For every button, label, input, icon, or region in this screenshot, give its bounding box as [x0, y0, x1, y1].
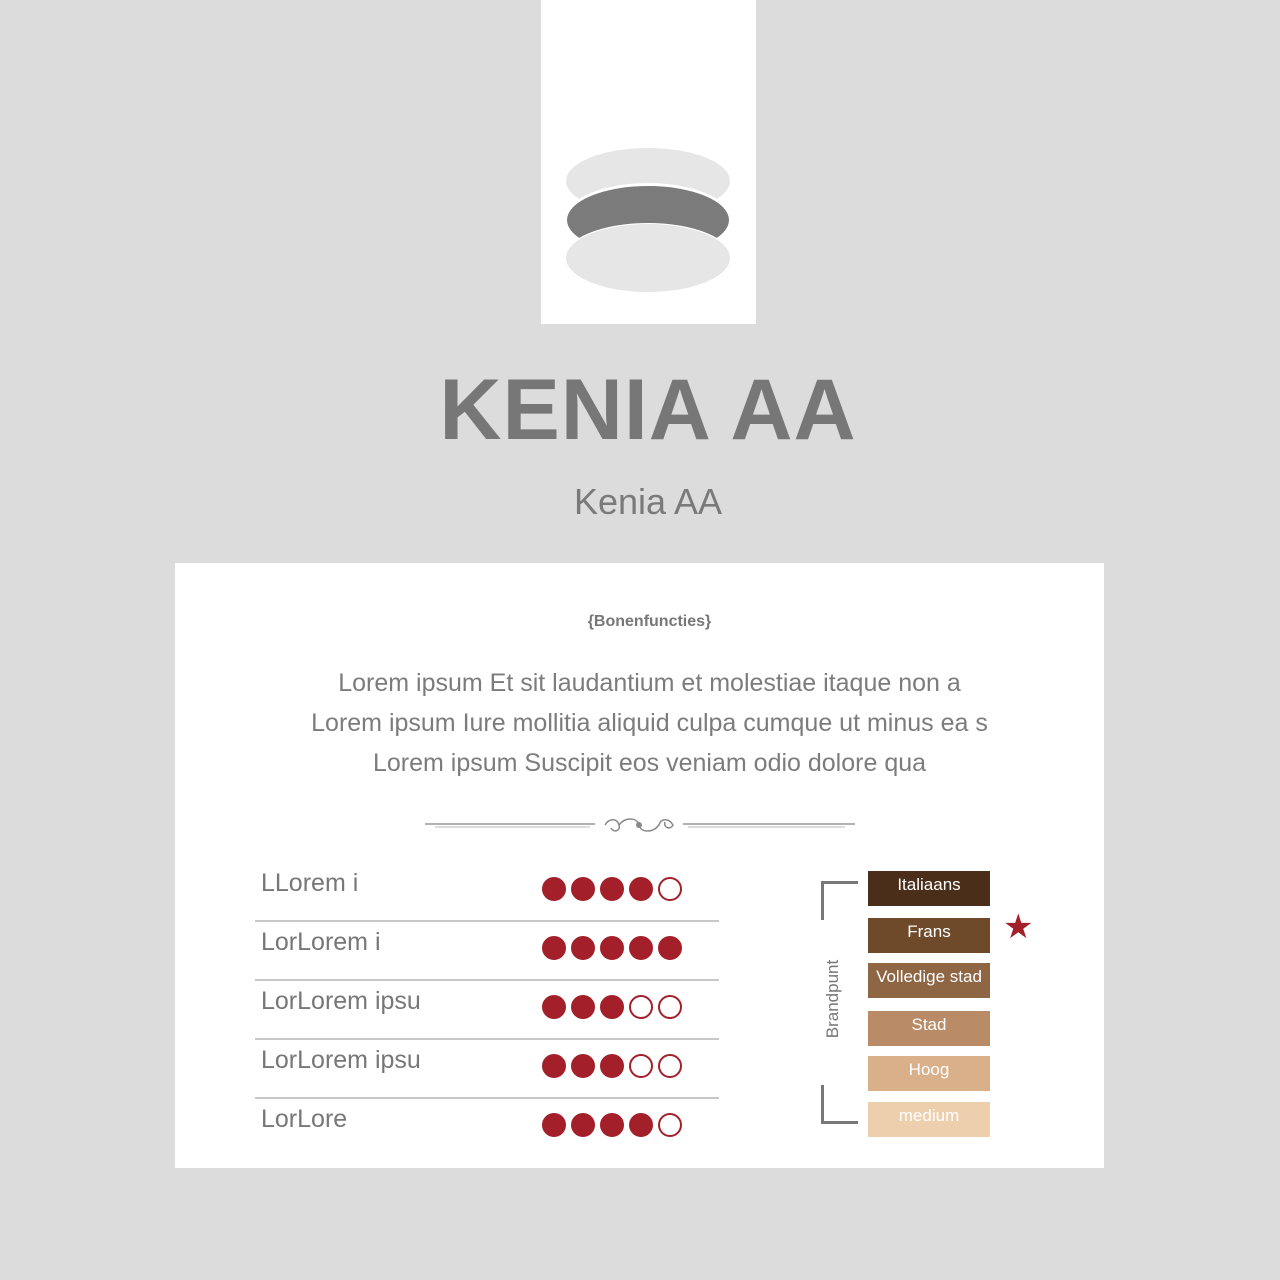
- rating-dots: [542, 936, 682, 960]
- rating-dots: [542, 1054, 682, 1078]
- page-title: KENIA AA: [439, 362, 857, 458]
- roast-level-stad: Stad: [868, 1011, 990, 1046]
- rating-label: LorLore: [261, 1105, 348, 1133]
- empty-dot-icon: [629, 1054, 653, 1078]
- filled-dot-icon: [658, 936, 682, 960]
- roast-level-medium: medium: [868, 1102, 990, 1137]
- empty-dot-icon: [658, 1054, 682, 1078]
- roast-axis-label: Brandpunt: [823, 959, 842, 1039]
- bracket-bottom: [821, 1085, 858, 1124]
- rating-row: [255, 981, 719, 1040]
- roast-level-hoog: Hoog: [868, 1056, 990, 1091]
- description: [175, 663, 1124, 783]
- features-card: [175, 563, 1104, 1168]
- roast-scale: [815, 871, 1075, 1151]
- filled-dot-icon: [571, 877, 595, 901]
- filled-dot-icon: [571, 936, 595, 960]
- rating-label: LLorem i: [261, 869, 359, 897]
- rating-row: [255, 1040, 719, 1099]
- filled-dot-icon: [571, 995, 595, 1019]
- empty-dot-icon: [658, 995, 682, 1019]
- filled-dot-icon: [600, 877, 624, 901]
- rating-label: LorLorem ipsu: [261, 1046, 421, 1074]
- filled-dot-icon: [629, 877, 653, 901]
- coffee-beans-logo-icon: [541, 0, 756, 324]
- rating-dots: [542, 995, 682, 1019]
- rating-label: LorLorem i: [261, 928, 381, 956]
- filled-dot-icon: [542, 1113, 566, 1137]
- bracket-top: [821, 881, 858, 920]
- empty-dot-icon: [629, 995, 653, 1019]
- star-icon: ★: [1003, 908, 1034, 946]
- filled-dot-icon: [571, 1054, 595, 1078]
- description-line: Lorem ipsum Et sit laudantium et molestiae itaque non a: [338, 669, 961, 697]
- section-tag: {Bonenfuncties}: [587, 613, 712, 630]
- filled-dot-icon: [571, 1113, 595, 1137]
- filled-dot-icon: [629, 1113, 653, 1137]
- filled-dot-icon: [600, 936, 624, 960]
- roast-level-frans: Frans: [868, 918, 990, 953]
- description-line: Lorem ipsum Iure mollitia aliquid culpa cumque ut minus ea s: [311, 709, 988, 737]
- roast-level-volledige-stad: Volledige stad: [868, 963, 990, 998]
- filled-dot-icon: [600, 1054, 624, 1078]
- rating-dots: [542, 877, 682, 901]
- empty-dot-icon: [658, 877, 682, 901]
- ratings-list: [255, 863, 719, 1156]
- filled-dot-icon: [542, 936, 566, 960]
- filled-dot-icon: [542, 1054, 566, 1078]
- filled-dot-icon: [629, 936, 653, 960]
- roast-level-italiaans: Italiaans: [868, 871, 990, 906]
- filled-dot-icon: [600, 995, 624, 1019]
- empty-dot-icon: [658, 1113, 682, 1137]
- description-line: Lorem ipsum Suscipit eos veniam odio dolore qua: [372, 749, 927, 777]
- rating-label: LorLorem ipsu: [261, 987, 421, 1015]
- filled-dot-icon: [542, 995, 566, 1019]
- page-subtitle: Kenia AA: [573, 481, 723, 522]
- filled-dot-icon: [600, 1113, 624, 1137]
- rating-row: [255, 922, 719, 981]
- ornament-divider-icon: [425, 813, 855, 837]
- rating-dots: [542, 1113, 682, 1137]
- filled-dot-icon: [542, 877, 566, 901]
- rating-row: [255, 1099, 719, 1156]
- logo-tab: [541, 0, 756, 324]
- rating-row: [255, 863, 719, 922]
